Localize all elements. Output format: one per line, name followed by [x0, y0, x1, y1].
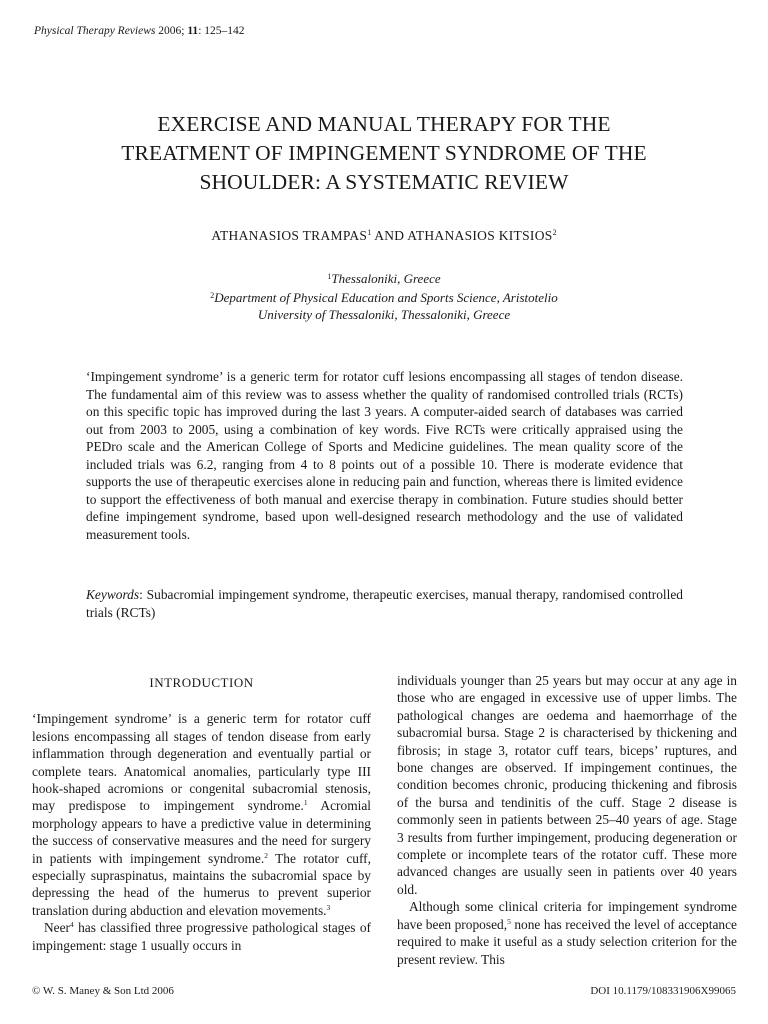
affiliation-2-cont: University of Thessaloniki, Thessaloniki, Greece	[257, 307, 511, 322]
title-line: EXERCISE AND MANUAL THERAPY FOR THE	[157, 112, 611, 136]
body-paragraph: individuals younger than 25 years but may occur at any age in those who are engaged in excessive use of upper limbs. The pathological changes are oedema and haemorrhage of the subacromial bursa. Stage 2 is characterised by thickening and fibrosis; in stage 3, rotator cuff tears, biceps’ ruptures, and bone changes are observed. If impingement continues, the condition becomes chronic, producing thickening and fibrosis of the bursa and tendinitis of the cuff. Stage 2 disease is commonly seen in patients between 25–40 years of age. Stage 3 results from further impingement, producing degeneration or complete or incomplete tears of the rotator cuff. These more advanced changes are usually seen in patients over 40 years old.	[397, 673, 737, 897]
body-text: The rotator cuff, especially supraspinatus, maintains the subacromial space by depressing the head of the humerus to prevent superior translation during abduction and elevation movements.	[32, 850, 371, 918]
copyright-notice: © W. S. Maney & Son Ltd 2006	[32, 985, 174, 997]
body-text: ‘Impingement syndrome’ is a generic term for rotator cuff lesions encompassing all stages of tendon disease from early inflammation through degeneration and eventually partial or complete tears. Anatomical anomalies, particularly type III hook-shaped acromions or congenital subacromial stenosis, may predispose to impingement syndrome.	[32, 711, 371, 814]
body-column-left	[32, 672, 371, 954]
keywords-text: : Subacromial impingement syndrome, therapeutic exercises, manual therapy, randomised controlled trials (RCTs)	[86, 587, 683, 620]
journal-year: 2006;	[158, 25, 185, 37]
body-paragraph	[32, 710, 371, 919]
title-line: SHOULDER: A SYSTEMATIC REVIEW	[199, 170, 569, 194]
body-text: none has received the level of acceptance required to make it useful as a study selection criterion for the present review. This	[397, 916, 737, 967]
citation-ref: 4	[70, 920, 74, 930]
body-paragraph	[32, 919, 371, 954]
author-name: ATHANASIOS TRAMPAS	[211, 228, 368, 243]
affiliation-text: Department of Physical Education and Sports Science, Aristotelio	[214, 290, 558, 305]
author-conjunction: AND	[374, 228, 405, 243]
affiliation-marker: 1	[327, 272, 332, 281]
affiliation-marker: 1	[367, 228, 372, 237]
journal-citation	[34, 25, 245, 37]
affiliation-marker: 2	[210, 291, 215, 300]
citation-ref: 2	[264, 850, 268, 860]
affiliations	[40, 268, 728, 323]
section-heading: INTRODUCTION	[149, 675, 254, 690]
journal-volume: 11	[187, 25, 199, 37]
citation-ref: 1	[303, 798, 308, 808]
keywords-label: Keywords	[86, 587, 140, 602]
citation-ref: 3	[326, 902, 331, 912]
body-text: Acromial morphology appears to have a predictive value in determining the success of conservative measures and the need for surgery in patients with impingement syndrome.	[32, 798, 371, 866]
abstract: ‘Impingement syndrome’ is a generic term for rotator cuff lesions encompassing all stages of tendon disease. The fundamental aim of this review was to assess whether the quality of randomised controlled trials (RCTs) on this specific topic has improved during the last 3 years. A computer-aided search of databases was carried out from 2003 to 2005, using a combination of key words. Five RCTs were critically appraised using the PEDro scale and the American College of Sports and Medicine guidelines. The mean quality score of the included trials was 6.2, ranging from 4 to 8 points out of a possible 10. There is moderate evidence that supports the use of therapeutic exercises alone in reducing pain and function, whereas there is limited evidence to support the effectiveness of both manual and exercise therapy in combination. Future studies should better define impingement syndrome, based upon well-designed research methodology and the use of validated measurement tools.	[86, 369, 683, 542]
body-text: Although some clinical criteria for impingement syndrome have been proposed,	[397, 899, 737, 932]
affiliation-2	[40, 287, 728, 306]
affiliation-text: Thessaloniki, Greece	[331, 271, 441, 286]
body-column-right	[397, 672, 737, 968]
affiliation-1	[40, 268, 728, 287]
journal-name: Physical Therapy Reviews	[34, 25, 156, 37]
journal-pages: : 125–142	[198, 25, 245, 37]
title-line: TREATMENT OF IMPINGEMENT SYNDROME OF THE	[121, 141, 647, 165]
author-list	[40, 228, 728, 244]
author-name: ATHANASIOS KITSIOS	[407, 228, 553, 243]
body-paragraph	[397, 898, 737, 968]
keywords	[86, 586, 683, 621]
article-title	[40, 110, 728, 197]
body-text: Neer	[44, 920, 71, 936]
citation-ref: 5	[507, 916, 511, 926]
affiliation-marker: 2	[552, 228, 557, 237]
doi: DOI 10.1179/108331906X99065	[590, 985, 736, 997]
body-text: has classified three progressive pathological stages of impingement: stage 1 usually occurs in	[32, 920, 371, 953]
